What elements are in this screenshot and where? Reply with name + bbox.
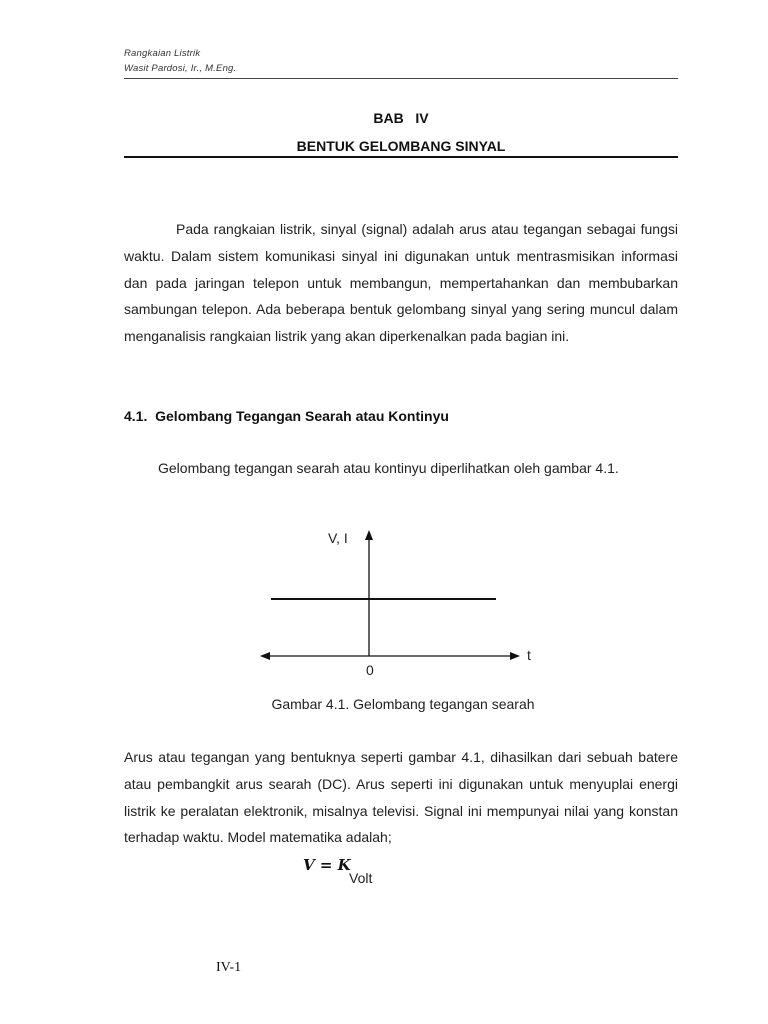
x-axis-label: t [527,647,531,663]
running-header [124,46,678,76]
origin-label: 0 [366,662,374,678]
figure-caption: Gambar 4.1. Gelombang tegangan searah [271,696,535,712]
x-axis-left-arrow-icon [260,652,270,660]
chapter-number: BAB IV [373,110,429,126]
intro-paragraph: Pada rangkaian listrik, sinyal (signal) adalah arus atau tegangan sebagai fungsi waktu. Dalam sistem komunikasi sinyal ini digunakan untuk mentrasmisikan informasi dan pada jaringan telepon untuk membangun, mempertahankan dan membubarkan sambungan telepon. Ada beberapa bentuk gelombang sinyal yang sering muncul dalam menganalisis rangkaian listrik yang akan diperkenalkan pada bagian ini. [124,221,678,345]
header-divider [124,78,678,79]
formula-expression: V = K [303,856,351,874]
x-axis-right-arrow-icon [510,652,520,660]
title-divider [124,156,678,158]
y-axis-label: V, I [328,530,348,546]
section-heading: 4.1. Gelombang Tegangan Searah atau Kontinyu [124,408,449,424]
header-book-title: Rangkaian Listrik [124,48,201,59]
header-author: Wasit Pardosi, Ir., M.Eng. [124,63,237,74]
chapter-title: BENTUK GELOMBANG SINYAL [296,138,506,154]
dc-paragraph: Arus atau tegangan yang bentuknya seperti gambar 4.1, dihasilkan dari sebuah batere atau pembangkit arus searah (DC). Arus seperti ini digunakan untuk menyuplai energi listrik ke peralatan elektronik, misalnya televisi. Signal ini mempunyai nilai yang konstan terhadap waktu. Model matematika adalah; [124,749,678,846]
y-axis-arrow-icon [365,530,373,540]
page-number: IV-1 [216,960,242,975]
formula-unit: Volt [349,870,373,886]
dc-waveform-figure [250,520,550,690]
dc-waveform-diagram [250,520,550,690]
section-intro: Gelombang tegangan searah atau kontinyu diperlihatkan oleh gambar 4.1. [158,460,619,476]
